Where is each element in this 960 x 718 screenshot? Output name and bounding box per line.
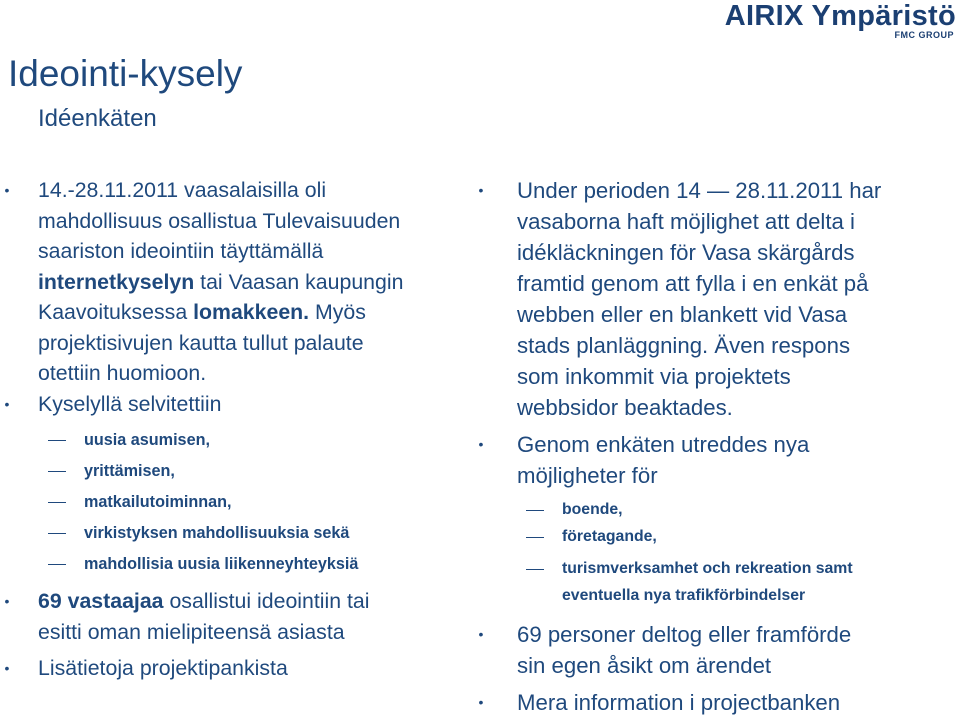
bullet-icon: • xyxy=(4,660,10,676)
dash-icon xyxy=(48,533,66,534)
dash-icon xyxy=(526,537,544,538)
dash-icon xyxy=(526,569,544,570)
dash-icon xyxy=(48,471,66,472)
bullet-icon: • xyxy=(4,182,10,198)
sub-item: boende, xyxy=(474,497,954,524)
logo-tagline: FMC GROUP xyxy=(894,30,954,40)
dash-icon xyxy=(48,440,66,441)
bullet-item: • Under perioden 14 — 28.11.2011 har vasaborna haft möjlighet att delta i idékläckningen för Vasa skärgårds framtid genom att fylla i en enkät på webben eller en blankett vid Vasa stads planläggning. Även respons som inkommit via projektets webbsidor beaktades. xyxy=(474,175,954,423)
sub-item: virkistyksen mahdollisuuksia sekä xyxy=(0,518,440,549)
page-subtitle: Idéenkäten xyxy=(38,105,157,132)
bullet-item: • 69 personer deltog eller framförde sin egen åsikt om ärendet xyxy=(474,619,954,681)
bullet-icon: • xyxy=(478,182,484,198)
right-column-swedish xyxy=(474,175,954,718)
logo-text: AIRIX Ympäristö xyxy=(724,0,956,32)
sub-item: företagande, xyxy=(474,524,954,551)
bullet-icon: • xyxy=(478,436,484,452)
bullet-item xyxy=(0,653,440,684)
bullet-icon: • xyxy=(4,395,10,412)
bullet-item: • Kyselyllä selvitettiin xyxy=(0,389,440,420)
sub-item: uusia asumisen, xyxy=(0,425,440,456)
bullet-item: • Genom enkäten utreddes nya möjligheter för xyxy=(474,429,954,491)
page-title: Ideointi-kysely xyxy=(8,53,243,94)
bullet-item xyxy=(474,687,954,718)
left-column-finnish xyxy=(0,175,440,684)
dash-icon xyxy=(526,510,544,511)
dash-icon xyxy=(48,564,66,565)
bullet-icon: • xyxy=(478,626,484,642)
project-bank-link: Mera information i projectbanken xyxy=(517,690,841,715)
airix-logo xyxy=(700,2,958,42)
bullet-item: • 14.-28.11.2011 vaasalaisilla oli mahdollisuus osallistua Tulevaisuuden saariston ideointiin täyttämällä internetkyselyn tai Vaasan kaupungin Kaavoituksessa lomakkeen. Myös projektisivujen kautta tullut palaute otettiin huomioon. xyxy=(0,175,440,389)
sub-item: yrittämisen, xyxy=(0,456,440,487)
sub-item: matkailutoiminnan, xyxy=(0,487,440,518)
sub-item: turismverksamhet och rekreation samt eventuella nya trafikförbindelser xyxy=(474,556,954,609)
project-bank-link: Lisätietoja projektipankista xyxy=(38,656,288,680)
dash-icon xyxy=(48,502,66,503)
sub-item: mahdollisia uusia liikenneyhteyksiä xyxy=(0,549,440,580)
bullet-icon: • xyxy=(478,694,484,710)
bullet-icon: • xyxy=(4,593,10,609)
bullet-item: • 69 vastaajaa osallistui ideointiin tai esitti oman mielipiteensä asiasta xyxy=(0,586,440,647)
